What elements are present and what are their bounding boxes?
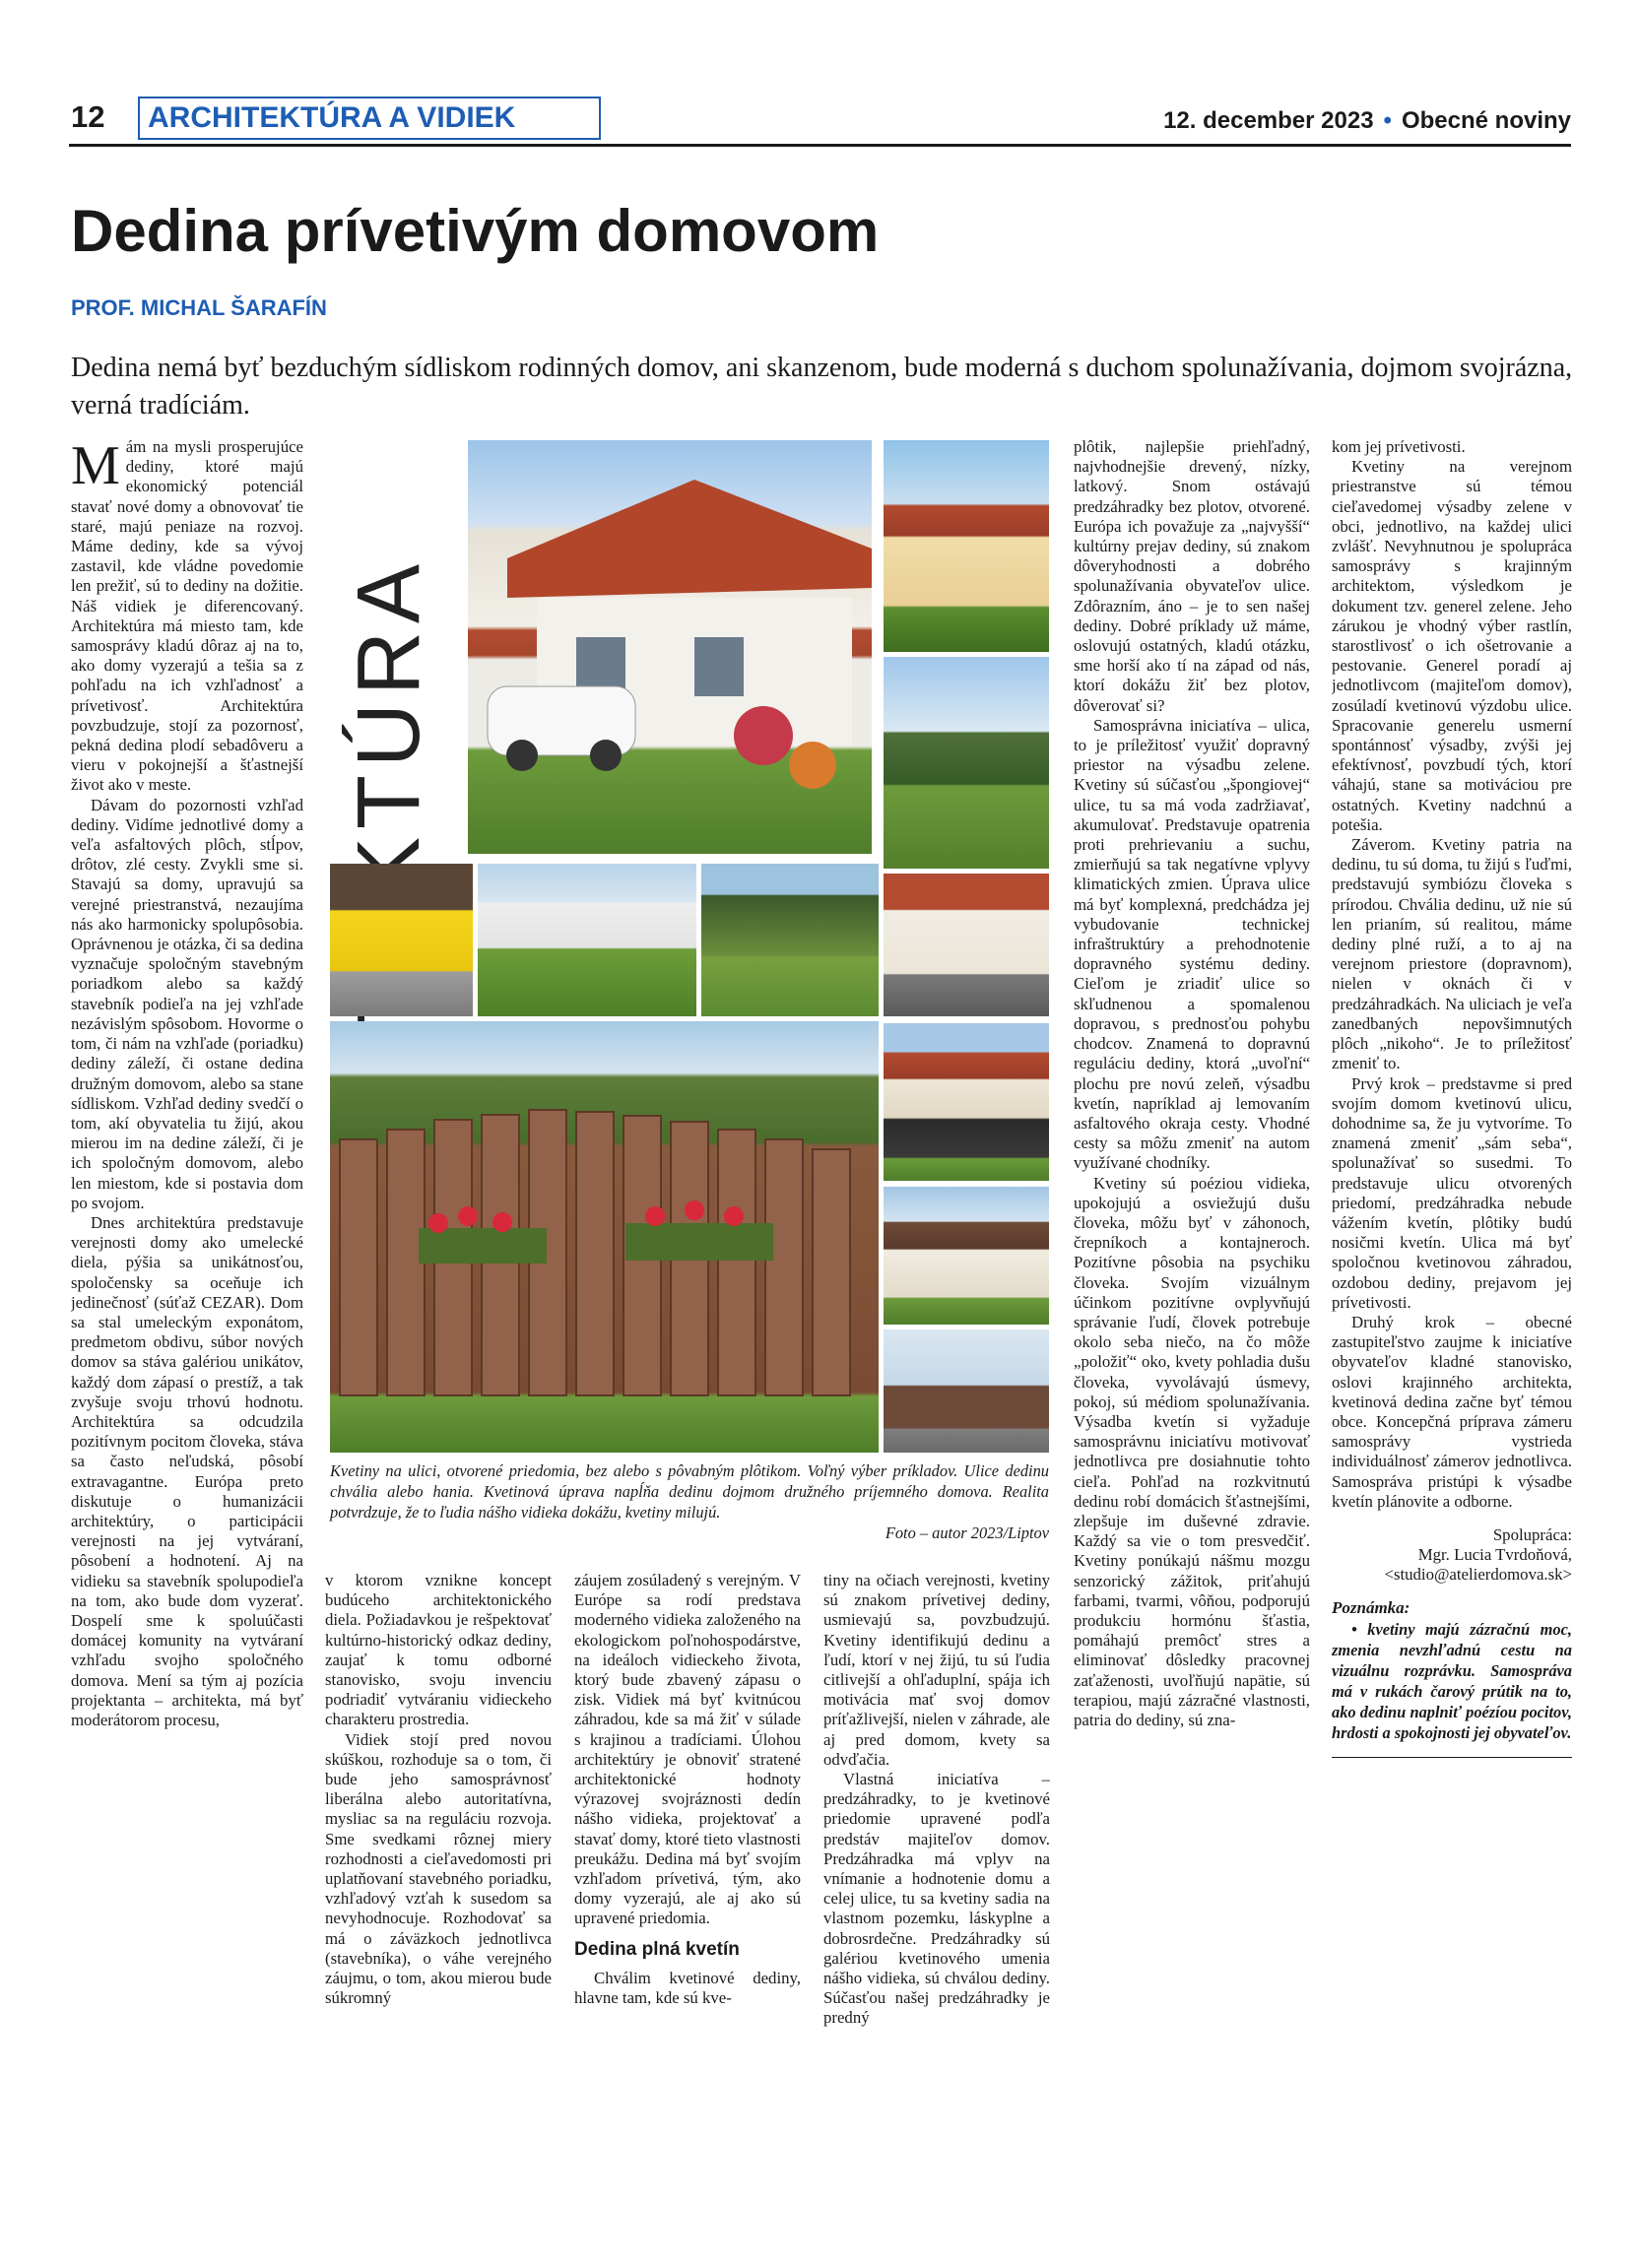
section-title: ARCHITEKTÚRA A VIDIEK xyxy=(138,97,601,140)
paragraph: záujem zosúladený s verejným. V Európe sa rodí predstava moderného vidieka založeného na ekologickom poľnohospodárstve, na ideáloch vidieckeho života, ktorý bude zbavený zápasu o zisk. Vidiek má byť kvitnúcou záhradou, kde sa má žiť v súlade s krajinou a tradíciami. Úlohou architektúry je obnoviť stratené architektonické hodnoty výrazovej svojráznosti dedín nášho vidieka, projektovať a stavať domy, ktoré tieto vlastnosti preukážu. Dedina má byť svojím vzhľadom prívetivá, tým, ako domy vyzerajú, ale aj ako sú upravené priedomia. xyxy=(574,1571,801,1928)
paragraph: v ktorom vznikne koncept budúceho architektonického diela. Požiadavkou je rešpektovať kultúrno-historický odkaz dediny, zaujať k tomu odborné stanovisko, svoju invenciu podriadiť vytváraniu vidieckeho charakteru prostredia. xyxy=(325,1571,552,1729)
signature-name: Mgr. Lucia Tvrdoňová, xyxy=(1417,1545,1572,1565)
text-column-4 xyxy=(823,1571,1050,2231)
photo-street-houses xyxy=(884,874,1049,1016)
photo-garden-fence xyxy=(701,864,879,1016)
publication-name: Obecné noviny xyxy=(1401,107,1571,134)
issue-date: 12. december 2023 xyxy=(1163,107,1374,134)
signature-email: <studio@atelierdomova.sk> xyxy=(1384,1565,1572,1585)
photo-garden-trees xyxy=(884,657,1049,869)
paragraph: Dávam do pozornosti vzhľad dediny. Vidíme jednotlivé domy a veľa asfaltových plôch, stĺpov, drôtov, zlé cesty. Zvykli sme si. Stavajú sa domy, upravujú sa verejné priestranstvá, nezaujíma nás ako harmonicky spolupôsobia. Oprávnenou je otázka, či sa dedina vyznačuje spoločným stavebným poriadkom alebo sa každý stavebník podieľa na jej vzhľade nezávislým spôsobom. Hovorme o tom, či nám na vzhľade (poriadku) dediny záleží, či ostane dedina družným domovom, alebo sa stane sídliskom. Vzhľad dediny svedčí o tom, akí obyvatelia tu žijú, akou mierou im na dedine záleží, či je ich spoločným domovom, alebo len miestom, kde si postavia dom po svojom. xyxy=(71,795,303,1212)
paragraph: Dnes architektúra predstavuje verejnosti domy ako umelecké diela, pýšia sa unikátnosťou, spoločensky sa oceňuje ich jedinečnosť (súťaž CEZAR). Dom sa stal umeleckým exponátom, predmetom obdivu, súbor nových domov sa stáva galériou unikátov, každý dom zápasí o prestíž, a tak zvyšuje svoju trhovú hodnotu. Architektúra sa odcudzila pozitívnym pocitom človeka, stáva sa často neľudská, pôsobí extravagantne. Európa preto diskutuje o humanizácii architektúry, o participácii verejnosti na jej vytváraní, pôsobení a hodnotení. Aj na vidieku sa stavebník spolupodieľa na tom, ako bude dom vyzerať. Dospelí sme k spoluúčasti domácej komunity na vytváraní vzhľadu svojho spoločného domova. Mení sa tým aj pozícia projektanta – architekta, má byť moderátorom procesu, xyxy=(71,1212,303,1729)
separator-bullet: • xyxy=(1383,107,1392,134)
paragraph: Druhý krok – obecné zastupiteľstvo zaujme k iniciatíve obyvateľov kladné stanovisko, oslovi krajinného architekta, kvetinová dedina začne byť témou obce. Koncepčná príprava zámeru samosprávy vystrieda individuálnosť zámerov jednotlivca. Samospráva pristúpi k výsadbe kvetín plánovite a odborne. xyxy=(1332,1312,1572,1511)
page-number: 12 xyxy=(71,99,105,134)
photo-black-gate xyxy=(884,1023,1049,1181)
article-title: Dedina prívetivým domovom xyxy=(71,198,880,264)
article-lead: Dedina nemá byť bezduchým sídliskom rodinných domov, ani skanzenom, bude moderná s duchom spolunažívania, dojmom svojrázna, verná tradíciám. xyxy=(71,353,1573,421)
paragraph: Prvý krok – predstavme si pred svojím domom kvetinovú ulicu, dohodnime sa, že ju vytvoríme. To znamená zmeniť „sám seba“, spolunažívať so susedmi. To predstavuje ulicu otvorených priedomí, predzáhradka nebude vážením kvetín, plôtiky budú nosičmi kvetín. Ulica má byť spoločnou kvetinovou záhradou, ozdobou dediny, prejavom jej prívetivosti. xyxy=(1332,1073,1572,1312)
subheading: Dedina plná kvetín xyxy=(574,1938,740,1960)
photo-yellow-carport xyxy=(330,864,473,1016)
photo-credit: Foto – autor 2023/Liptov xyxy=(885,1523,1049,1542)
text-column-5 xyxy=(1074,437,1310,2230)
photo-wooden-fence-flowers xyxy=(330,1021,879,1453)
paragraph: Kvetiny na verejnom priestranstve sú témou cieľavedomej výsadby zelene v obci, jednotlivo, na každej ulici zvlášť. Nevyhnutnou je spolupráca samosprávy s krajinným architektom, výsledkom je dokument tzv. generel zelene. Jeho zárukou je vhodný výber rastlín, starostlivosť o ich ošetrovanie a pestovanie. Generel poradí aj jednotlivcom (majiteľom domov), zosúladí kvetinovú výzdobu ulice. Spracovanie generelu usmerní spontánnosť výsadby, zvýši jej efektívnosť, povzbudí tých, ktorí váhajú, stane sa motiváciou pre ostatných. Kvetiny nadchnú a potešia. xyxy=(1332,457,1572,834)
paragraph: Záverom. Kvetiny patria na dedinu, tu sú doma, tu žijú s ľuďmi, predstavujú symbiózu človeka s prírodou. Chvália dedinu, už nie sú len prianím, sú realitou, máme dediny plné ruží, a to aj na verejnom priestore (dopravnom), nielen v oknách či v predzáhradkách. Na uliciach je veľa zanedbaných nepovšimnutých plôch „nikoho“. Je to príležitosť zmeniť to. xyxy=(1332,835,1572,1073)
signature-label: Spolupráca: xyxy=(1492,1524,1572,1544)
note-title: Poznámka: xyxy=(1332,1597,1410,1617)
text-column-2 xyxy=(325,1571,552,2231)
drop-cap: M xyxy=(71,437,120,496)
photo-white-house-lawn xyxy=(478,864,696,1016)
text-column-1 xyxy=(71,437,303,2230)
paragraph: plôtik, najlepšie priehľadný, najvhodnejšie drevený, nízky, latkový. Snom ostávajú predzáhradky bez plotov, otvorené. Európa ich považuje za „najvyšší“ kultúrny prejav dediny, sú znakom dôveryhodnosti a dobrého spolunažívania obyvateľov ulice. Zdôrazním, áno – je to sen našej dediny. Dobré príklady už máme, oslovujú ostatných, kladú otázku, sme horší ako tí na západ od nás, ktorí dokážu žiť bez plotov, dôverovať si? xyxy=(1074,437,1310,715)
photo-house-illustration xyxy=(468,440,872,854)
paragraph: kom jej prívetivosti. xyxy=(1332,437,1466,456)
article-author: PROF. MICHAL ŠARAFÍN xyxy=(71,295,327,320)
photo-brown-roof-house xyxy=(884,1187,1049,1325)
text-column-6 xyxy=(1332,437,1572,2230)
paragraph: Chválim kvetinové dediny, hlavne tam, kde sú kve- xyxy=(574,1969,801,2008)
paragraph: Samosprávna iniciatíva – ulica, to je príležitosť využiť dopravný priestor na výsadbu zelene. Kvetiny sú súčasťou „špongiovej“ ulice, tu sa má voda zadržiavať, akumulovať. Predstavuje opatrenia proti prehrievaniu a suchu, zmierňujú sa tak negatívne vplyvy klimatických zmien. Úprava ulice má byť komplexná, predchádza jej vybudovanie technickej infraštruktúry a prehodnotenie dopravného systému dediny. Cieľom je zriadiť ulice so skľudnenou a spomalenou dopravou, s prednosťou pohybu chodcov. Znamená to dopravnú reguláciu dediny, ktorá „uvoľní“ plochu pre novú zeleň, výsadbu kvetín, napríklad aj lemovaním asfaltového okraja cesty. Vhodné cesty sa môžu zmeniť na autom využívané chodníky. xyxy=(1074,715,1310,1173)
paragraph: Mám na mysli prosperujúce dediny, ktoré majú ekonomický potenciál stavať nové domy a obnovovať tie staré, majú peniaze na rozvoj. Máme dediny, kde sa vývoj zastavil, kde vládne povedomie len prežiť, sú to dediny na dožitie. Náš vidiek je diferencovaný. Architektúra má miesto tam, kde samosprávy kladú dôraz aj na to, ako domy vyzerajú a tešia sa z pohľadu na ich vzhľadnosť a prívetivosť. Architektúra povzbudzuje, stojí za pozornosť, pekná dedina plodí sebadôveru a vieru v pokojnejší a šťastnejší život ako v meste. xyxy=(71,437,303,795)
photo-caption: Kvetiny na ulici, otvorené priedomia, bez alebo s pôvabným plôtikom. Voľný výber príkladov. Ulice dedinu chvália alebo hania. Kvetinová úprava napĺňa dedinu dojmom družného príjemného domova. Realita potvrdzuje, že to ľudia nášho vidieka dokážu, kvetiny milujú. Foto – autor 2023/Liptov xyxy=(330,1461,1049,1542)
collaborator-signature xyxy=(1332,1525,1572,1586)
header-rule xyxy=(69,144,1571,147)
photo-collage xyxy=(330,440,1049,1457)
note-rule xyxy=(1332,1757,1572,1758)
issue-info xyxy=(1064,109,1571,133)
text-column-3 xyxy=(574,1571,801,2231)
note-text: • kvetiny majú zázračnú moc, zmenia nevzhľadnú cestu na vizuálnu rozprávku. Samospráva má v rukách čarový prútik na to, ako dedinu naplniť poézíou pocitov, hrdosti a spokojnosti jej obyvateľov. xyxy=(1332,1619,1572,1742)
paragraph: tiny na očiach verejnosti, kvetiny sú znakom prívetivej dediny, usmievajú sa, povzbudzujú. Kvetiny identifikujú dedinu a ľudí, ktorí v nej žijú, tu sú ľudia citlivejší a ohľaduplní, spája ich motivácia mať svoj domov príťažlivejší, nielen v záhrade, ale aj pred domom, kvety sa odvďačia. xyxy=(823,1571,1050,1769)
photo-brown-fence xyxy=(884,1329,1049,1453)
paragraph: Vlastná iniciatíva – predzáhradky, to je kvetinové priedomie upravené podľa predstáv majiteľov domov. Predzáhradka má vplyv na vnímanie a hodnotenie domu a celej ulice, tu sa kvetiny sadia na vlastnom pozemku, láskyplne a dobrosrdečne. Predzáhradky sú galériou kvetinového umenia nášho vidieka, sú chválou dediny. Súčasťou našej predzáhradky je predný xyxy=(823,1770,1050,2028)
paragraph: Vidiek stojí pred novou skúškou, rozhoduje sa o tom, či bude jeho samosprávnosť liberálna alebo autoritatívna, mysliac sa na reguláciu rozvoja. Sme svedkami rôznej miery rozhodnosti a cieľavedomosti pri uplatňovaní stavebného poriadku, vzhľadový vzťah k susedom sa nevyhodnocuje. Rozhodovať sa má o záväzkoch jednotlivca (stavebníka), o váhe verejného záujmu, o tom, akou mierou bude súkromný xyxy=(325,1729,552,2008)
photo-fence-illustration xyxy=(330,1021,879,1453)
photo-yellow-house xyxy=(884,440,1049,652)
photo-house-with-car xyxy=(468,440,872,854)
paragraph: Kvetiny sú poéziou vidieka, upokojujú a osviežujú dušu človeka, môžu byť v záhonoch, črepníkoch a kontajneroch. Pozitívne pôsobia na psychiku človeka. Svojím vizuálnym účinkom pozitívne ovplyvňujú správanie ľudí, človek potrebuje okolo seba niečo, na čo môže „položiť“ oko, kvety pohladia dušu človeka, vyvolávajú úsmevy, pokoj, sú médiom spolunažívania. Výsadba kvetín si vyžaduje samosprávnu iniciatívu motivovať jednotlivca pre dosiahnutie tohto cieľa. Pohľad na rozkvitnutú dedinu robí domácich šťastnejšími, zlepšuje im duševné zdravie. Každý sa vie o tom presvedčiť. Kvetiny ponúkajú nášmu mozgu senzorický zážitok, priťahujú farbami, tvarmi, vôňou, podporujú produkciu hormónu šťastia, pomáhajú premôcť stres a eliminovať dôsledky pracovnej zaťaženosti, uvoľňujú napätie, sú terapiou, majú zázračné vlastnosti, patria do dediny, sú zna- xyxy=(1074,1173,1310,1729)
